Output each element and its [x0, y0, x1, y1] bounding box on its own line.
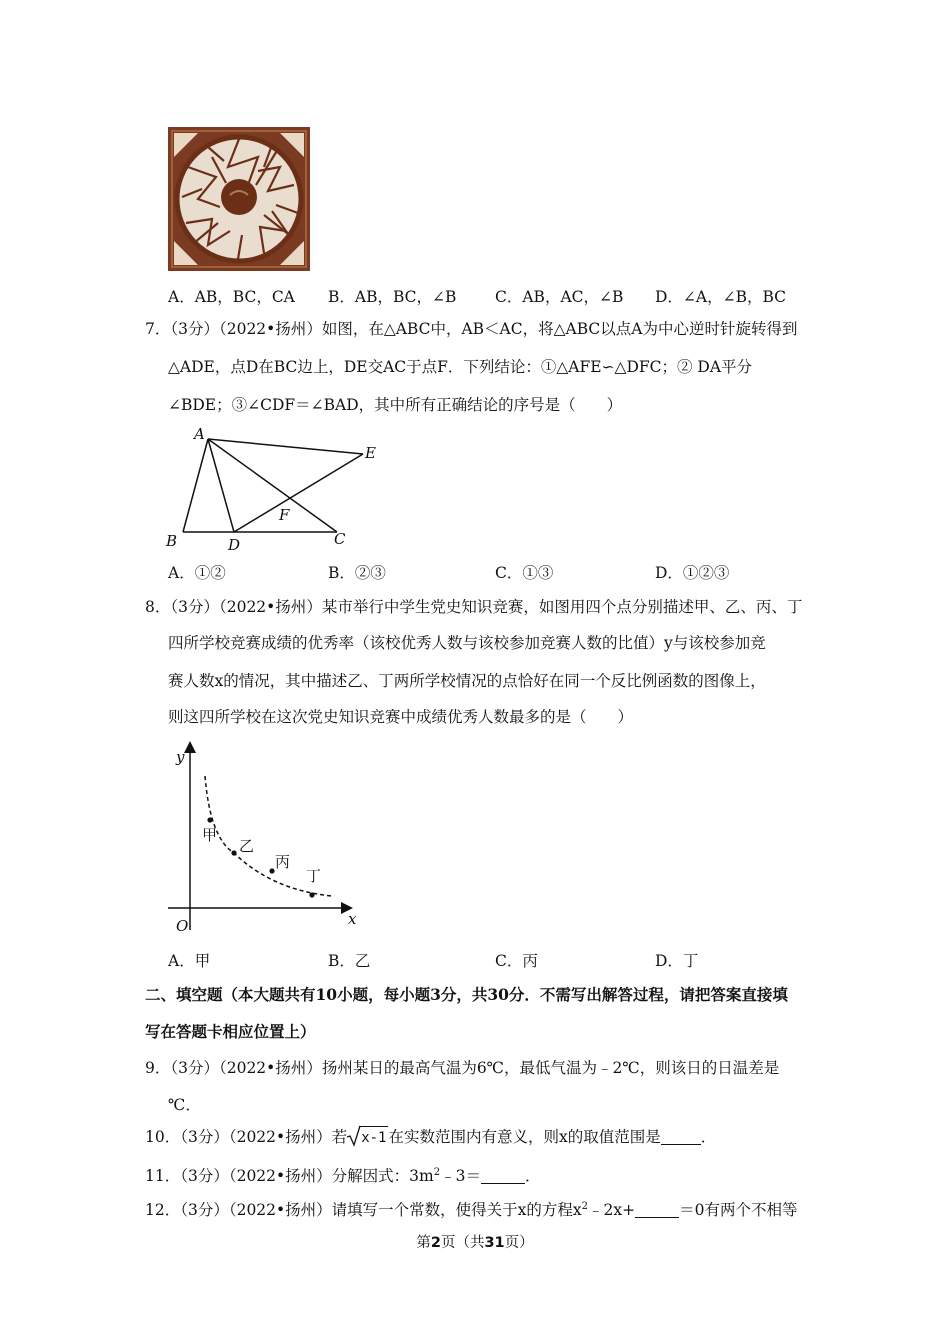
q12-text — [145, 1196, 798, 1221]
q7-option-d: D．①②③ — [655, 564, 730, 582]
q8-option-c: C．丙 — [495, 952, 538, 970]
q8-x-label: x — [348, 910, 357, 928]
q7-label-a: A — [194, 425, 205, 443]
q10-text-end: ． — [700, 1128, 717, 1146]
q11-text-end: ． — [524, 1167, 541, 1186]
q10-sqrt-expression — [347, 1126, 388, 1149]
q8-point-ding — [309, 892, 314, 897]
q8-point-jia — [207, 817, 212, 822]
lattice-window-image — [168, 127, 310, 271]
q10-text-after: 在实数范围内有意义，则x的取值范围是 — [388, 1128, 661, 1146]
footer-total-pages: 31 — [484, 1235, 505, 1251]
q12-text-after: ＝0有两个不相等 — [679, 1201, 798, 1220]
q6-option-d: D．∠A，∠B，BC — [655, 288, 787, 306]
q9-text-line2: ℃． — [168, 1096, 201, 1114]
footer-suffix: 页） — [504, 1235, 534, 1251]
section2-heading-line2: 写在答题卡相应位置上） — [145, 1022, 316, 1041]
footer-page-number: 2 — [430, 1235, 441, 1251]
footer-prefix: 第 — [416, 1235, 431, 1251]
q8-text-line4: 则这四所学校在这次党史知识竞赛中成绩优秀人数最多的是（ ） — [168, 708, 634, 726]
q6-option-c: C．AB，AC，∠B — [495, 288, 624, 306]
q10-answer-blank[interactable] — [661, 1128, 701, 1145]
q8-point-yi — [231, 850, 236, 855]
q12-superscript: 2 — [581, 1201, 589, 1212]
q7-label-c: C — [334, 530, 346, 548]
q7-option-b: B．②③ — [328, 564, 386, 582]
q8-option-b: B．乙 — [328, 952, 371, 970]
q11-answer-blank[interactable] — [481, 1167, 525, 1184]
q8-inverse-function-graph — [160, 738, 370, 938]
q7-text-line3: ∠BDE；③∠CDF＝∠BAD，其中所有正确结论的序号是（ ） — [168, 396, 623, 414]
q8-label-bing: 丙 — [275, 853, 291, 871]
footer-mid: 页（共 — [440, 1235, 485, 1251]
section2-heading-line1: 二、填空题（本大题共有10小题，每小题3分，共30分．不需写出解答过程，请把答案直接填 — [145, 985, 788, 1004]
q7-label-e: E — [365, 444, 376, 462]
q6-option-b: B．AB，BC，∠B — [328, 288, 457, 306]
q7-option-a: A．①② — [168, 564, 226, 582]
q8-point-bing — [269, 868, 274, 873]
q8-option-d: D．丁 — [655, 952, 699, 970]
q11-superscript: 2 — [433, 1167, 441, 1178]
q8-origin-label: O — [176, 917, 189, 935]
q7-label-b: B — [166, 532, 178, 550]
q7-label-d: D — [228, 536, 241, 554]
q11-text — [145, 1162, 541, 1187]
q8-text-line1: 8．（3分）（2022•扬州）某市举行中学生党史知识竞赛，如图用四个点分别描述甲、乙、丙、丁 — [145, 598, 803, 616]
q11-text-after: ﹣3＝ — [440, 1167, 481, 1186]
page-footer — [0, 1231, 950, 1252]
q10-text-before: 10．（3分）（2022•扬州）若 — [145, 1128, 348, 1146]
q8-text-line3: 赛人数x的情况，其中描述乙、丁两所学校情况的点恰好在同一个反比例函数的图像上， — [168, 672, 766, 690]
q7-triangle-figure — [160, 422, 390, 554]
q7-text-line1: 7．（3分）（2022•扬州）如图，在△ABC中，AB＜AC，将△ABC以点A为中心逆时针旋转得到 — [145, 320, 798, 338]
q8-label-jia: 甲 — [202, 826, 218, 844]
q12-text-before: 12．（3分）（2022•扬州）请填写一个常数，使得关于x的方程x — [145, 1201, 582, 1220]
q8-text-line2: 四所学校竞赛成绩的优秀率（该校优秀人数与该校参加竞赛人数的比值）y与该校参加竞 — [168, 634, 766, 652]
q12-answer-blank[interactable] — [635, 1201, 679, 1218]
q11-text-before: 11．（3分）（2022•扬州）分解因式：3m — [145, 1167, 434, 1186]
q10-radicand: x-1 — [359, 1126, 388, 1149]
q9-text-line1: 9．（3分）（2022•扬州）扬州某日的最高气温为6℃，最低气温为﹣2℃，则该日的日温差是 — [145, 1059, 780, 1077]
q8-y-label: y — [176, 748, 185, 766]
q10-text — [145, 1126, 716, 1149]
q7-label-f: F — [279, 506, 290, 524]
q8-label-yi: 乙 — [239, 837, 255, 855]
q12-text-mid: ﹣2x+ — [588, 1201, 636, 1220]
q6-option-a: A．AB，BC，CA — [168, 288, 295, 306]
q8-option-a: A．甲 — [168, 952, 211, 970]
q8-label-ding: 丁 — [306, 867, 322, 885]
q7-option-c: C．①③ — [495, 564, 554, 582]
q7-text-line2: △ADE，点D在BC边上，DE交AC于点F．下列结论：①△AFE∽△DFC；② DA平分 — [168, 358, 753, 376]
